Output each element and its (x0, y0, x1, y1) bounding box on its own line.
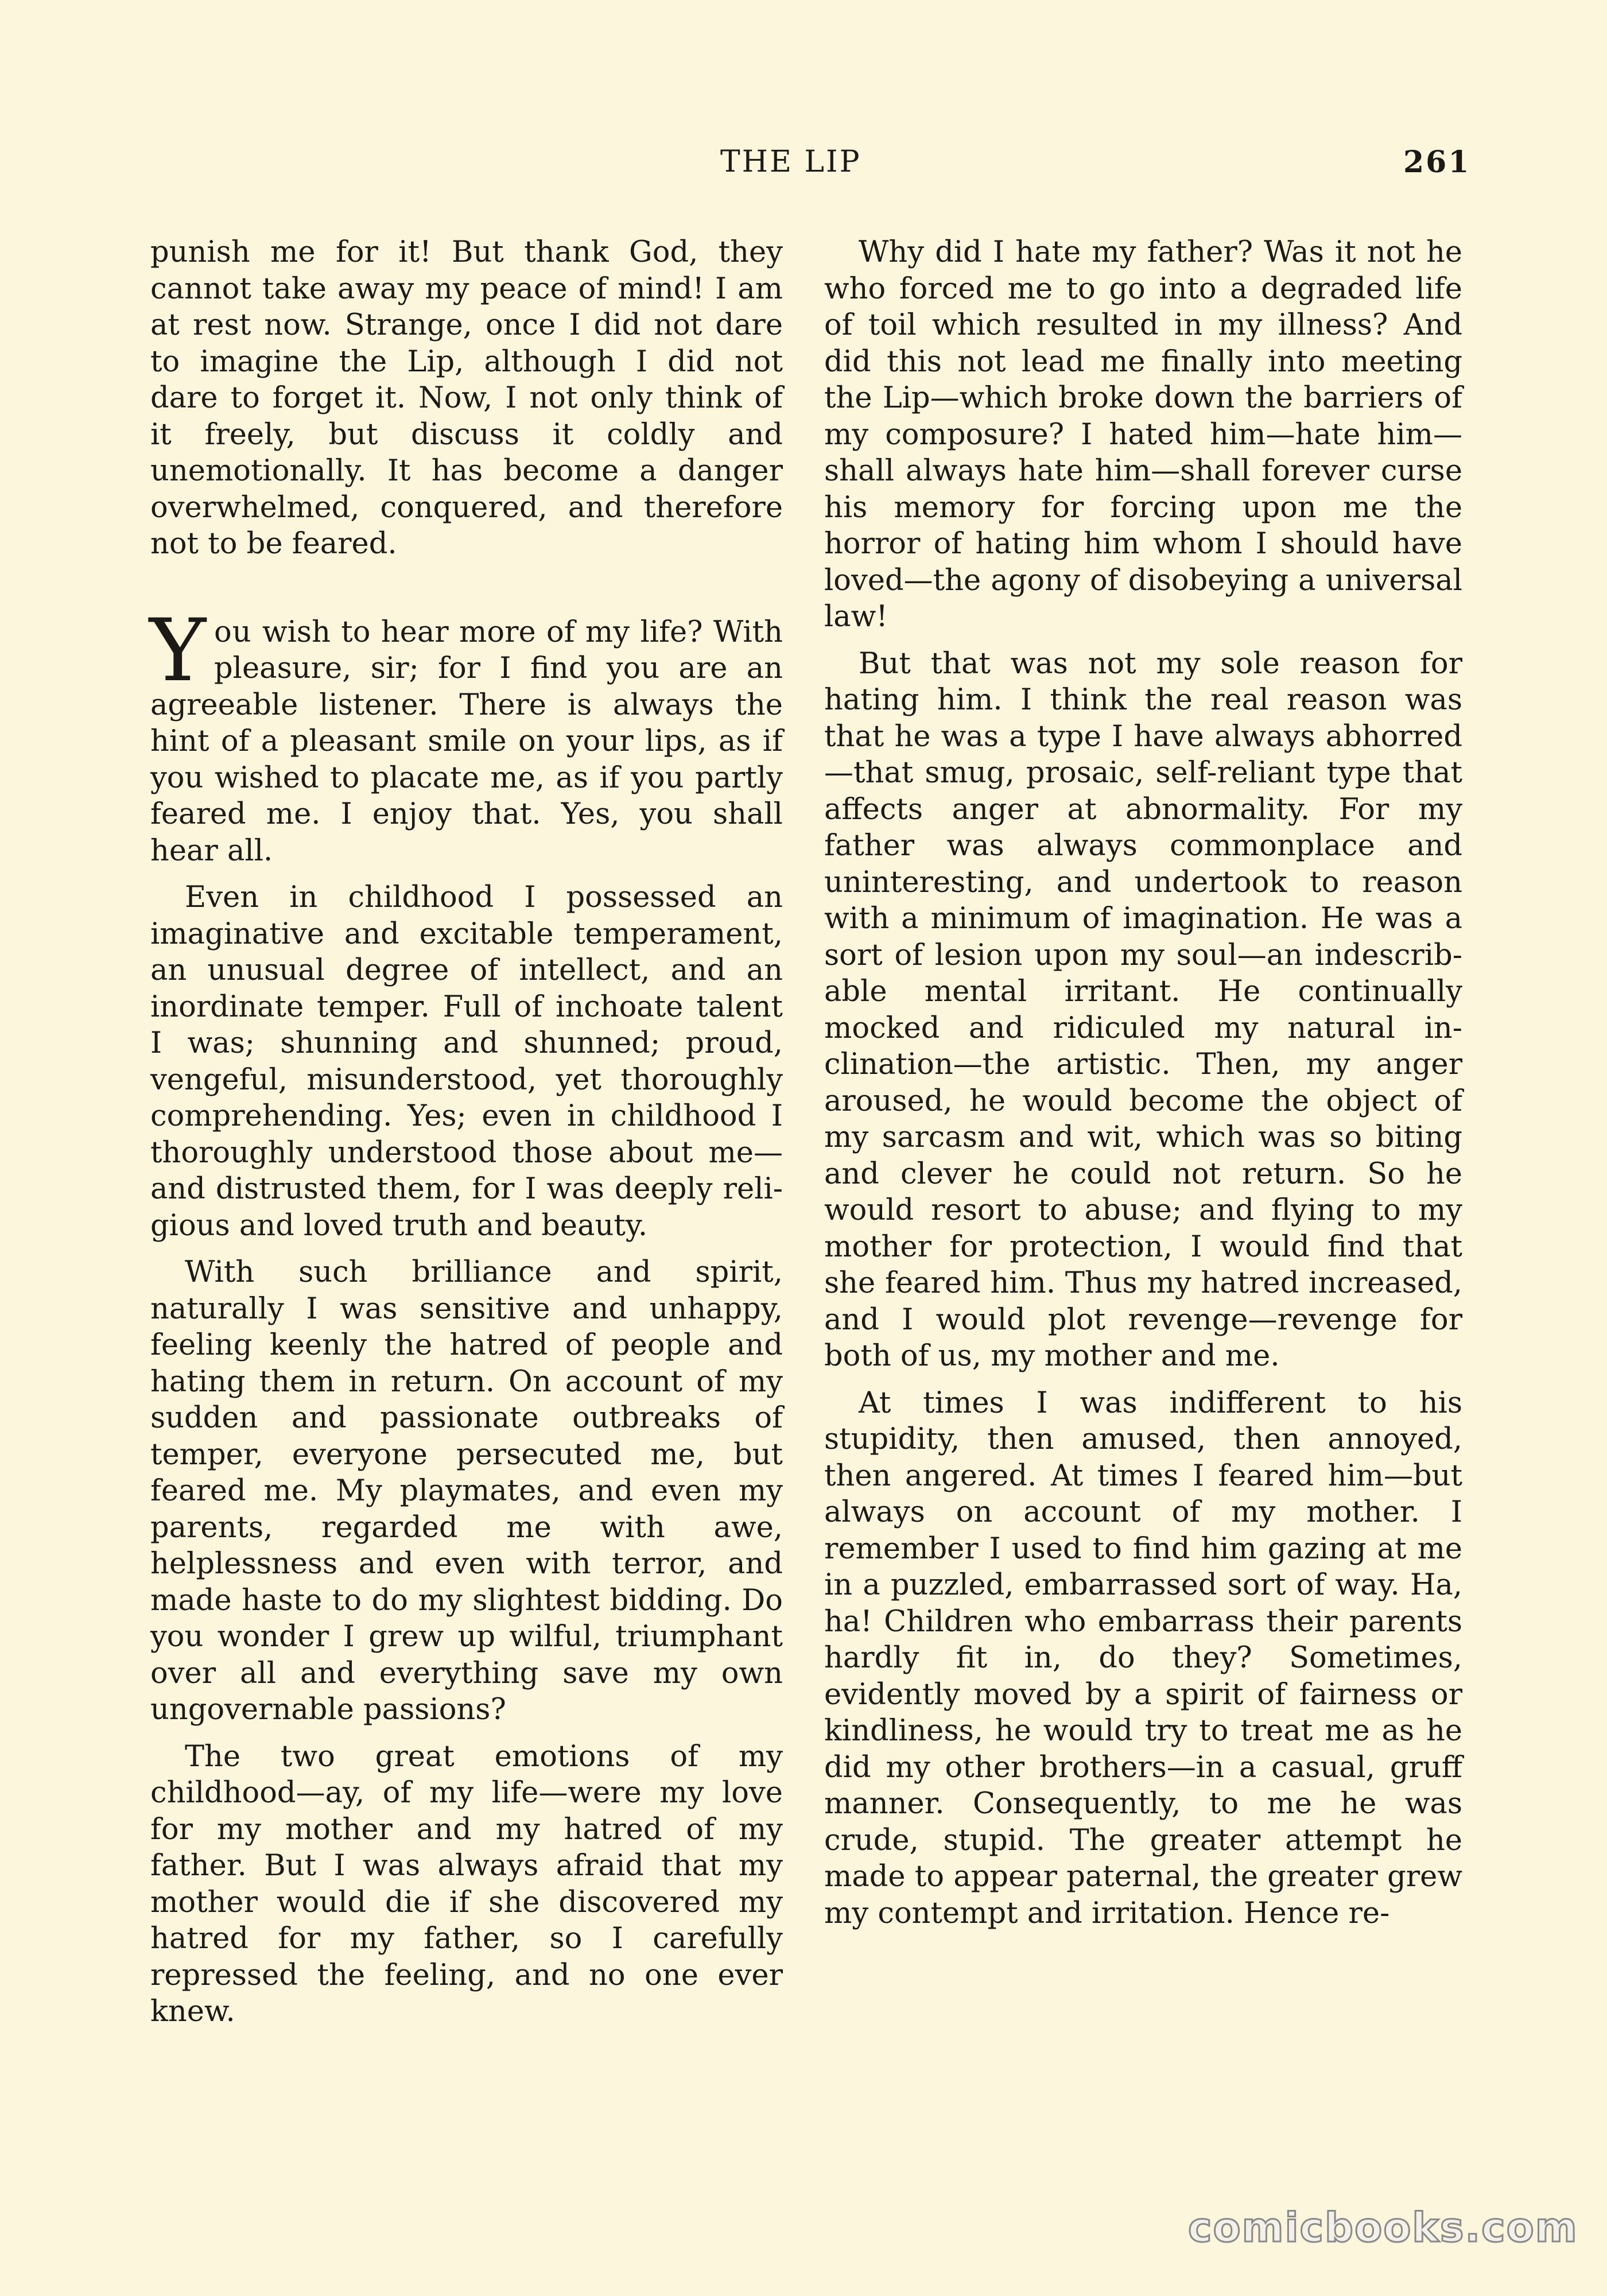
paragraph: Even in childhood I possessed an imaginative and excitable temperament, an unusual degree of intellect, and an inordinate temper. Full of inchoate talent I was; shunning and shunned; proud, vengeful, misunderstood, yet thoroughly comprehending. Yes; even in childhood I thoroughly understood those about me—and distrusted them, for I was deeply religious and loved truth and beauty. (150, 881, 783, 1243)
paragraph: With such brilliance and spirit, naturally I was sensitive and unhappy, feeling keenly the hatred of people and hating them in return. On account of my sudden and passionate outbreaks of temper, everyone persecuted me, but feared me. My playmates, and even my parents, regarded me with awe, helplessness and even with terror, and made haste to do my slightest bidding. Do you wonder I grew up wilful, triumphant over all and everything save my own ungovernable passions? (150, 1255, 783, 1727)
section-start-paragraph (149, 600, 783, 870)
paragraph: The two great emotions of my childhood—ay, of my life—were my love for my mother and my hatred of my father. But I was always afraid that my mother would die if she discovered my hatred for my father, so I carefully repressed the feeling, and no one ever knew. (150, 1739, 783, 2029)
paragraph: Why did I hate my father? Was it not he who forced me to go into a degraded life of toil which resulted in my illness? And did this not lead me finally into meeting the Lip—which broke down the barriers of my composure? I hated him—hate him—shall always hate him—shall forever curse his memory for forcing upon me the horror of hating him whom I should have loved—the agony of disobeying a universal law! (824, 235, 1462, 634)
paragraph: At times I was indifferent to his stupidity, then amused, then annoyed, then angered. At times I feared him—but always on account of my mother. I remember I used to find him gazing at me in a puzzled, embarrassed sort of way. Ha, ha! Children who embarrass their parents hardly fit in, do they? Sometimes, evidently moved by a spirit of fairness or kindliness, he would try to treat me as he did my other brothers—in a casual, gruff manner. Consequently, to me he was crude, stupid. The greater attempt he made to appear paternal, the greater grew my contempt and irritation. Hence re- (824, 1386, 1462, 1930)
small-caps-lead: ou (214, 615, 252, 649)
paragraph-text: wish to hear more of my life? With pleasure, sir; for I find you are an agreeable listener. There is always the hint of a pleasant smile on your lips, as if you wished to placate me, as if you partly feared me. I enjoy that. Yes, you shall hear all. (150, 615, 783, 868)
running-head (0, 145, 1607, 185)
paragraph: punish me for it! But thank God, they cannot take away my peace of mind! I am at rest now. Strange, once I did not dare to imagine the Lip, although I did not dare to forget it. Now, I not only think of it freely, but discuss it coldly and unemotionally. It has become a danger overwhelmed, conquered, and therefore not to be feared. (150, 235, 783, 561)
left-column (150, 234, 783, 2030)
drop-cap: Y (149, 600, 207, 701)
right-column (824, 234, 1462, 1932)
running-title: THE LIP (720, 145, 861, 179)
paragraph: But that was not my sole reason for hating him. I think the real reason was that he was a type I have always abhorred—that smug, prosaic, self-reliant type that affects anger at abnormality. For my father was always commonplace and uninteresting, and undertook to reason with a minimum of imagination. He was a sort of lesion upon my soul—an indescribable mental irritant. He continually mocked and ridiculed my natural inclination—the artistic. Then, my anger aroused, he would become the object of my sarcasm and wit, which was so biting and clever he could not return. So he would resort to abuse; and flying to my mother for protection, I would find that she feared him. Thus my hatred increased, and I would plot revenge—revenge for both of us, my mother and me. (824, 646, 1462, 1373)
site-watermark: comicbooks.com (1188, 2204, 1578, 2251)
page-number: 261 (1403, 145, 1471, 180)
